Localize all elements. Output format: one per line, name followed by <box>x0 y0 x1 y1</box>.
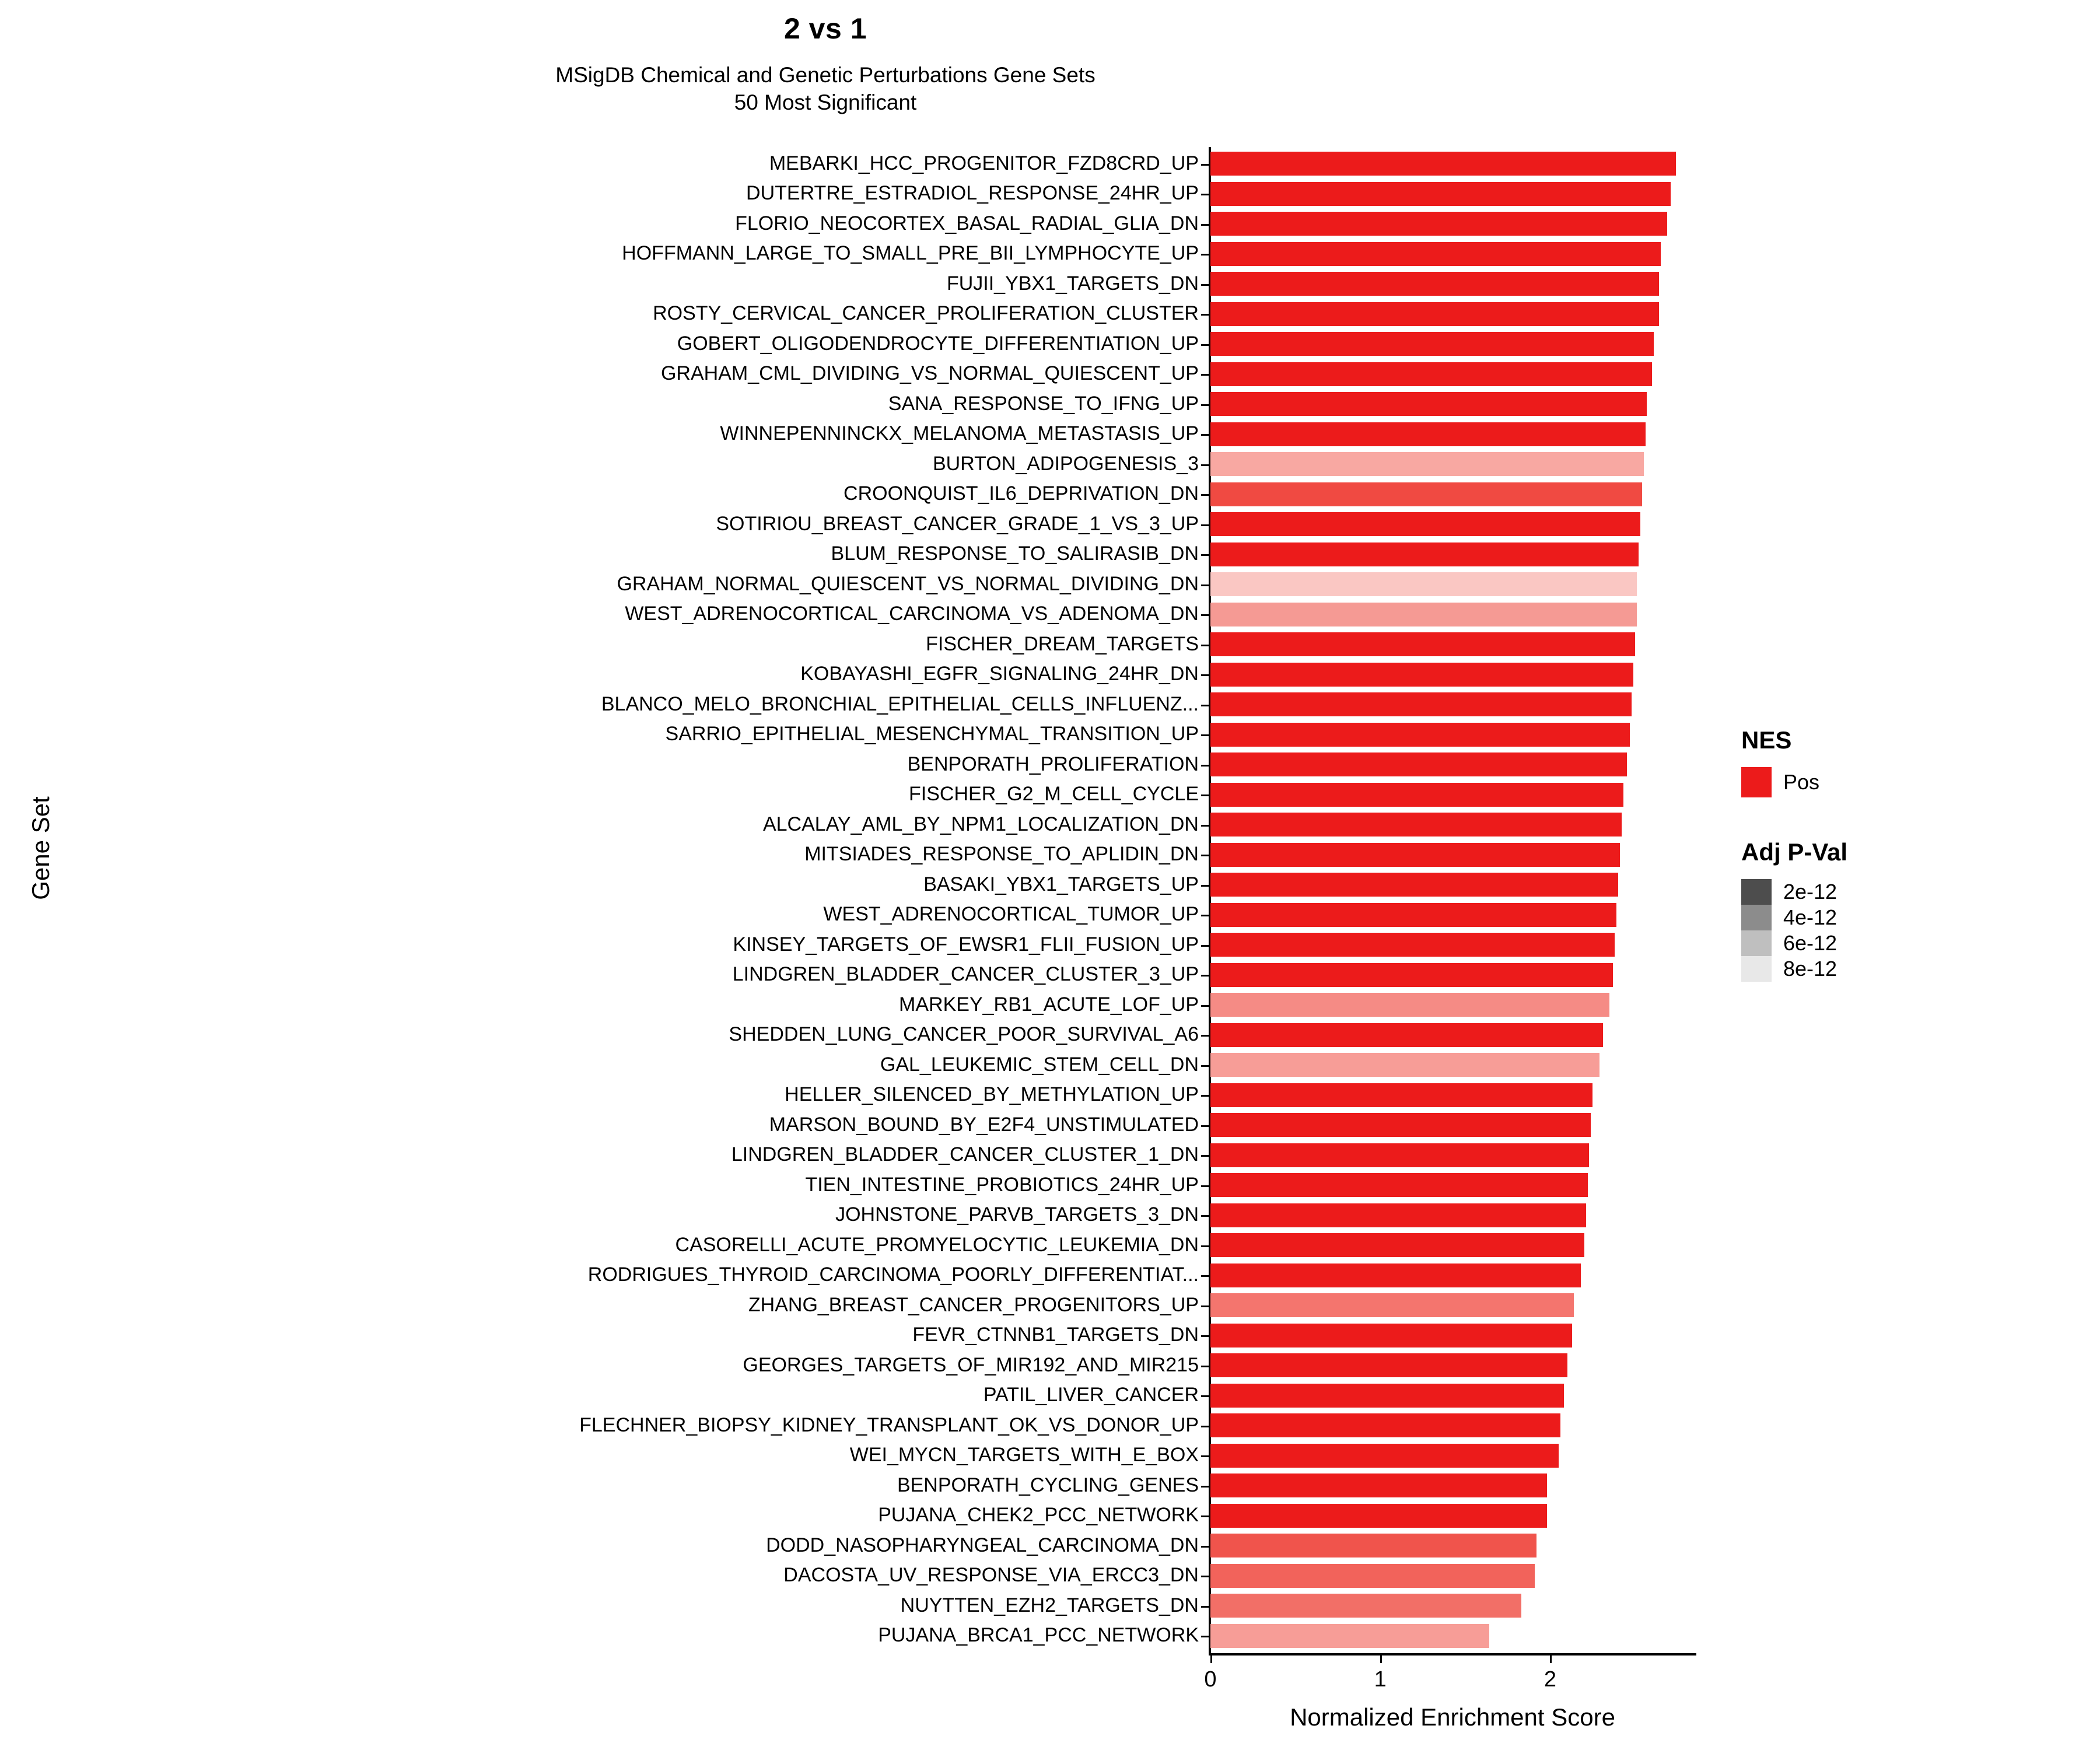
x-axis-tick <box>1380 1656 1382 1663</box>
bar <box>1210 903 1616 927</box>
y-axis-tick <box>1201 314 1209 316</box>
legend-spacer <box>1741 802 2045 838</box>
y-axis-tick <box>1201 224 1209 226</box>
y-axis-title: Gene Set <box>27 796 54 900</box>
bar <box>1210 723 1630 747</box>
bar <box>1210 1203 1586 1227</box>
y-axis-tick <box>1201 1455 1209 1457</box>
y-axis-tick-label: FISCHER_DREAM_TARGETS <box>926 632 1199 655</box>
y-axis-tick-label: SHEDDEN_LUNG_CANCER_POOR_SURVIVAL_A6 <box>729 1023 1199 1046</box>
bar <box>1210 572 1637 596</box>
y-axis-tick-labels <box>245 149 1199 1651</box>
y-axis-tick <box>1201 825 1209 827</box>
bar <box>1210 1233 1584 1257</box>
legend-label-pos: Pos <box>1783 770 1820 794</box>
y-axis-tick <box>1201 975 1209 977</box>
bar <box>1210 152 1676 176</box>
y-axis-tick <box>1201 674 1209 676</box>
y-axis-tick <box>1201 1636 1209 1637</box>
bar <box>1210 482 1642 506</box>
bar <box>1210 182 1671 206</box>
y-axis-tick <box>1201 705 1209 706</box>
legend-swatch-pval <box>1741 930 1772 956</box>
legend-item-pval[interactable] <box>1741 956 2045 982</box>
y-axis-tick-label: FLECHNER_BIOPSY_KIDNEY_TRANSPLANT_OK_VS_DONOR_UP <box>579 1413 1199 1436</box>
bar <box>1210 422 1646 446</box>
chart-subtitle-line-2: 50 Most Significant <box>734 90 917 115</box>
legend-label-pval: 4e-12 <box>1783 905 1838 929</box>
y-axis-tick <box>1201 1306 1209 1307</box>
bar <box>1210 1413 1560 1437</box>
y-axis-tick-label: TIEN_INTESTINE_PROBIOTICS_24HR_UP <box>805 1173 1199 1196</box>
legend-item-pval[interactable] <box>1741 905 2045 930</box>
y-axis-tick-label: JOHNSTONE_PARVB_TARGETS_3_DN <box>835 1203 1199 1226</box>
y-axis-tick-label: PATIL_LIVER_CANCER <box>983 1384 1199 1406</box>
y-axis-tick-label: CASORELLI_ACUTE_PROMYELOCYTIC_LEUKEMIA_DN <box>675 1233 1199 1256</box>
y-axis-tick-label: ALCALAY_AML_BY_NPM1_LOCALIZATION_DN <box>762 813 1199 835</box>
y-axis-tick-label: MARKEY_RB1_ACUTE_LOF_UP <box>899 993 1199 1016</box>
bar-series <box>1210 149 1695 1651</box>
y-axis-tick <box>1201 765 1209 766</box>
y-axis-tick-label: SARRIO_EPITHELIAL_MESENCHYMAL_TRANSITION_UP <box>665 723 1199 746</box>
bar <box>1210 242 1661 266</box>
bar <box>1210 1113 1591 1137</box>
x-axis-title: Normalized Enrichment Score <box>1290 1703 1615 1731</box>
bar <box>1210 783 1623 807</box>
bar <box>1210 1324 1572 1348</box>
y-axis-tick <box>1201 794 1209 796</box>
y-axis-tick <box>1201 344 1209 346</box>
x-axis-tick-label: 0 <box>1204 1667 1217 1692</box>
y-axis-tick <box>1201 1005 1209 1007</box>
y-axis-tick-label: NUYTTEN_EZH2_TARGETS_DN <box>900 1594 1199 1616</box>
y-axis-tick <box>1201 524 1209 526</box>
bar <box>1210 993 1609 1017</box>
bar <box>1210 1564 1535 1588</box>
y-axis-tick-label: MEBARKI_HCC_PROGENITOR_FZD8CRD_UP <box>769 152 1199 174</box>
y-axis-tick-label: MITSIADES_RESPONSE_TO_APLIDIN_DN <box>804 843 1199 866</box>
x-axis-tick <box>1210 1656 1212 1663</box>
y-axis-tick-label: KOBAYASHI_EGFR_SIGNALING_24HR_DN <box>800 663 1199 685</box>
y-axis-tick <box>1201 1185 1209 1187</box>
legend-swatch-pval <box>1741 905 1772 930</box>
y-axis-tick <box>1201 945 1209 947</box>
legend-label-pval: 8e-12 <box>1783 957 1838 981</box>
bar <box>1210 1293 1574 1317</box>
bar <box>1210 663 1633 687</box>
y-axis-tick <box>1201 464 1209 466</box>
y-axis-tick-label: FLORIO_NEOCORTEX_BASAL_RADIAL_GLIA_DN <box>735 212 1199 235</box>
y-axis-tick-label: ZHANG_BREAST_CANCER_PROGENITORS_UP <box>748 1293 1199 1316</box>
bar <box>1210 1173 1588 1197</box>
y-axis-tick-label: PUJANA_CHEK2_PCC_NETWORK <box>878 1504 1199 1527</box>
bar <box>1210 963 1613 987</box>
x-axis-line <box>1209 1653 1696 1656</box>
y-axis-tick <box>1201 164 1209 166</box>
bar <box>1210 542 1639 566</box>
legend-swatch-pval <box>1741 956 1772 982</box>
bar <box>1210 873 1618 897</box>
legend-nes-title: NES <box>1741 726 1792 754</box>
y-axis-tick-label: DACOSTA_UV_RESPONSE_VIA_ERCC3_DN <box>783 1564 1199 1587</box>
bar <box>1210 302 1659 326</box>
y-axis-tick-label: CROONQUIST_IL6_DEPRIVATION_DN <box>844 482 1199 505</box>
bar <box>1210 362 1652 386</box>
y-axis-tick-label: GOBERT_OLIGODENDROCYTE_DIFFERENTIATION_UP <box>677 332 1199 355</box>
y-axis-tick-label: ROSTY_CERVICAL_CANCER_PROLIFERATION_CLUSTER <box>653 302 1199 325</box>
y-axis-tick <box>1201 374 1209 376</box>
y-axis-tick <box>1201 254 1209 256</box>
chart-title: 2 vs 1 <box>783 12 867 45</box>
legend-pval-items <box>1741 879 2045 982</box>
y-axis-tick-label: WINNEPENNINCKX_MELANOMA_METASTASIS_UP <box>720 422 1199 445</box>
y-axis-tick-label: GAL_LEUKEMIC_STEM_CELL_DN <box>880 1053 1199 1076</box>
bar <box>1210 212 1667 236</box>
y-axis-tick-label: WEST_ADRENOCORTICAL_TUMOR_UP <box>823 903 1199 926</box>
y-axis-tick <box>1201 584 1209 586</box>
y-axis-tick <box>1201 645 1209 646</box>
y-axis-tick <box>1201 614 1209 616</box>
y-axis-tick-label: FISCHER_G2_M_CELL_CYCLE <box>909 783 1199 806</box>
y-axis-tick <box>1201 1275 1209 1277</box>
bar <box>1210 332 1654 356</box>
x-axis-tick-label: 1 <box>1374 1667 1387 1692</box>
bar <box>1210 1264 1581 1287</box>
legend-item-pval[interactable] <box>1741 879 2045 905</box>
y-axis-tick <box>1201 1486 1209 1488</box>
y-axis-tick <box>1201 1245 1209 1247</box>
bar <box>1210 512 1640 536</box>
plot-area <box>1210 149 1695 1651</box>
y-axis-tick-label: FUJII_YBX1_TARGETS_DN <box>946 272 1199 295</box>
chart-subtitle-line-1: MSigDB Chemical and Genetic Perturbations Gene Sets <box>555 63 1096 87</box>
y-axis-tick <box>1201 1125 1209 1127</box>
y-axis-tick-label: BLUM_RESPONSE_TO_SALIRASIB_DN <box>831 542 1199 565</box>
bar <box>1210 1083 1592 1107</box>
y-axis-tick-label: BURTON_ADIPOGENESIS_3 <box>932 452 1199 475</box>
bar <box>1210 1023 1603 1047</box>
y-axis-tick <box>1201 1155 1209 1157</box>
bar <box>1210 1594 1521 1618</box>
y-axis-tick-label: WEST_ADRENOCORTICAL_CARCINOMA_VS_ADENOMA_DN <box>625 603 1199 625</box>
bar <box>1210 752 1627 776</box>
y-axis-tick-label: GRAHAM_NORMAL_QUIESCENT_VS_NORMAL_DIVIDING_DN <box>617 572 1199 595</box>
y-axis-tick <box>1201 1065 1209 1067</box>
y-axis-tick-label: GRAHAM_CML_DIVIDING_VS_NORMAL_QUIESCENT_UP <box>660 362 1199 385</box>
y-axis-tick-label: FEVR_CTNNB1_TARGETS_DN <box>912 1324 1199 1346</box>
y-axis-tick-label: BENPORATH_PROLIFERATION <box>907 752 1199 775</box>
y-axis-tick-label: LINDGREN_BLADDER_CANCER_CLUSTER_1_DN <box>731 1143 1199 1166</box>
legend-pval-title: Adj P-Val <box>1741 838 1848 866</box>
y-axis-tick <box>1201 734 1209 736</box>
y-axis-tick <box>1201 1035 1209 1037</box>
bar <box>1210 843 1620 867</box>
bar <box>1210 1624 1489 1648</box>
legend-swatch-pos <box>1741 767 1772 797</box>
bar <box>1210 452 1644 476</box>
bar <box>1210 1504 1547 1528</box>
bar <box>1210 933 1615 957</box>
y-axis-tick <box>1201 915 1209 916</box>
bar <box>1210 813 1622 836</box>
y-axis-tick-label: SANA_RESPONSE_TO_IFNG_UP <box>888 392 1199 415</box>
y-axis-tick <box>1201 494 1209 496</box>
bar <box>1210 1384 1564 1408</box>
y-axis-tick <box>1201 404 1209 406</box>
y-axis-tick <box>1201 1366 1209 1367</box>
bar <box>1210 692 1632 716</box>
y-axis-tick <box>1201 194 1209 195</box>
y-axis-tick <box>1201 1606 1209 1608</box>
legend-swatch-pval <box>1741 879 1772 905</box>
legend-item-pval[interactable] <box>1741 930 2045 956</box>
y-axis-tick-label: BLANCO_MELO_BRONCHIAL_EPITHELIAL_CELLS_INFLUENZ... <box>601 692 1199 715</box>
bar <box>1210 603 1637 626</box>
y-axis-tick-label: KINSEY_TARGETS_OF_EWSR1_FLII_FUSION_UP <box>733 933 1199 956</box>
legend-item-pos[interactable] <box>1741 767 2045 797</box>
bar <box>1210 272 1659 296</box>
x-axis-tick-label: 2 <box>1544 1667 1557 1692</box>
bar <box>1210 1444 1559 1468</box>
bar <box>1210 392 1647 416</box>
y-axis-tick <box>1201 1546 1209 1548</box>
y-axis-tick <box>1201 1395 1209 1397</box>
y-axis-tick-label: DODD_NASOPHARYNGEAL_CARCINOMA_DN <box>766 1534 1199 1556</box>
bar <box>1210 632 1635 656</box>
bar <box>1210 1474 1547 1497</box>
x-axis-tick <box>1550 1656 1552 1663</box>
y-axis-tick-label: RODRIGUES_THYROID_CARCINOMA_POORLY_DIFFERENTIAT... <box>587 1264 1199 1286</box>
y-axis-tick <box>1201 284 1209 286</box>
legend-label-pval: 6e-12 <box>1783 931 1838 955</box>
legend-nes <box>1741 726 2045 982</box>
legend-label-pval: 2e-12 <box>1783 880 1838 904</box>
y-axis-tick <box>1201 1516 1209 1517</box>
y-axis-tick-label: DUTERTRE_ESTRADIOL_RESPONSE_24HR_UP <box>746 182 1199 205</box>
bar <box>1210 1143 1589 1167</box>
y-axis-tick <box>1201 1576 1209 1577</box>
chart-subtitle <box>0 61 1651 117</box>
y-axis-tick-label: GEORGES_TARGETS_OF_MIR192_AND_MIR215 <box>743 1353 1199 1376</box>
y-axis-tick <box>1201 1215 1209 1217</box>
y-axis-tick-label: BENPORATH_CYCLING_GENES <box>897 1474 1199 1496</box>
bar <box>1210 1053 1600 1077</box>
y-axis-tick-label: WEI_MYCN_TARGETS_WITH_E_BOX <box>849 1444 1199 1466</box>
y-axis-tick <box>1201 855 1209 856</box>
y-axis-tick-label: PUJANA_BRCA1_PCC_NETWORK <box>878 1624 1199 1647</box>
y-axis-tick <box>1201 554 1209 556</box>
y-axis-tick-label: BASAKI_YBX1_TARGETS_UP <box>923 873 1199 895</box>
y-axis-tick <box>1201 885 1209 887</box>
y-axis-tick <box>1201 1335 1209 1337</box>
y-axis-tick-label: SOTIRIOU_BREAST_CANCER_GRADE_1_VS_3_UP <box>716 512 1199 535</box>
y-axis-tick <box>1201 434 1209 436</box>
y-axis-tick <box>1201 1095 1209 1097</box>
y-axis-tick-label: LINDGREN_BLADDER_CANCER_CLUSTER_3_UP <box>732 963 1199 986</box>
y-axis-tick-label: HELLER_SILENCED_BY_METHYLATION_UP <box>785 1083 1199 1106</box>
y-axis-tick-label: HOFFMANN_LARGE_TO_SMALL_PRE_BII_LYMPHOCYTE_UP <box>622 242 1199 265</box>
bar <box>1210 1353 1567 1377</box>
y-axis-tick <box>1201 1426 1209 1427</box>
bar <box>1210 1534 1536 1558</box>
y-axis-tick-label: MARSON_BOUND_BY_E2F4_UNSTIMULATED <box>769 1113 1199 1136</box>
